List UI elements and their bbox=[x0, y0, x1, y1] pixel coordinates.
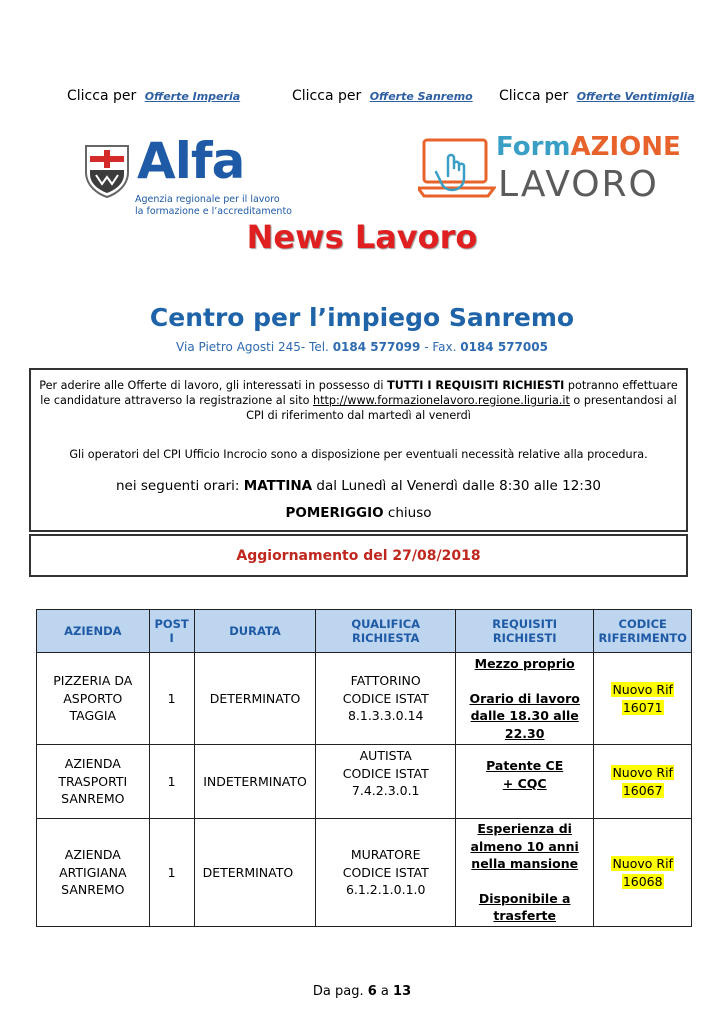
alfa-logo bbox=[82, 132, 292, 228]
requisito-line: Mezzo proprio bbox=[474, 656, 575, 671]
link-offerte-ventimiglia[interactable]: Offerte Ventimiglia bbox=[576, 90, 695, 103]
cell-qualifica bbox=[316, 653, 455, 745]
codice-number: 16068 bbox=[622, 873, 663, 889]
requisito-line: dalle 18.30 alle bbox=[470, 708, 579, 723]
cell-requisiti bbox=[455, 745, 593, 819]
cell-azienda bbox=[37, 745, 150, 819]
formazione-part1: Form bbox=[496, 132, 571, 162]
requisito-line: almeno 10 anni bbox=[470, 838, 579, 854]
link-group-imperia bbox=[67, 88, 240, 104]
cell-durata: DETERMINATO bbox=[194, 653, 316, 745]
alfa-subtitle bbox=[135, 194, 292, 218]
jobs-table bbox=[36, 609, 692, 927]
notice-box bbox=[29, 368, 688, 532]
notice-paragraph-2: Gli operatori del CPI Ufficio Incrocio sono a disposizione per eventuali necessità relative alla procedura. bbox=[69, 448, 648, 461]
fax-label: - Fax. bbox=[424, 340, 457, 354]
notice-paragraph-1 bbox=[35, 378, 682, 423]
phone-number: 0184 577099 bbox=[332, 340, 421, 354]
address-text: Via Pietro Agosti 245- Tel. bbox=[176, 340, 329, 354]
jobs-table-body bbox=[37, 653, 692, 927]
header-durata: DURATA bbox=[194, 610, 316, 653]
footer-sep: a bbox=[380, 984, 389, 999]
azienda-line: SANREMO bbox=[61, 882, 125, 898]
alfa-subtitle-line1: Agenzia regionale per il lavoro bbox=[135, 194, 280, 205]
cell-azienda bbox=[37, 653, 150, 745]
table-row bbox=[37, 653, 692, 745]
laptop-hand-icon bbox=[418, 136, 496, 202]
link-prefix: Clicca per bbox=[67, 88, 137, 104]
hours-morning-text: dal Lunedì al Venerdì dalle 8:30 alle 12:30 bbox=[316, 478, 602, 494]
lavoro-wordmark: LAVORO bbox=[498, 164, 659, 205]
qualifica-line: CODICE ISTAT bbox=[342, 765, 429, 781]
center-address bbox=[0, 340, 724, 354]
qualifica-line: AUTISTA bbox=[359, 748, 412, 763]
requisito-line: Orario di lavoro bbox=[469, 690, 580, 706]
requisito-line: Esperienza di bbox=[477, 821, 572, 837]
azienda-line: AZIENDA bbox=[64, 756, 121, 772]
header-posti bbox=[149, 610, 194, 653]
azienda-line: TRASPORTI bbox=[58, 773, 128, 789]
alfa-wordmark: Alfa bbox=[137, 132, 245, 190]
azienda-line: AZIENDA bbox=[64, 847, 121, 863]
codice-number: 16067 bbox=[622, 782, 663, 798]
qualifica-line: CODICE ISTAT bbox=[342, 864, 429, 880]
header-posti-line2: I bbox=[169, 631, 174, 645]
hours-morning-bold: MATTINA bbox=[243, 478, 313, 494]
header-posti-line1: POST bbox=[154, 617, 189, 631]
requisito-line: + CQC bbox=[502, 775, 547, 791]
qualifica-line: CODICE ISTAT bbox=[342, 690, 429, 706]
notice-requirements-bold: TUTTI I REQUISITI RICHIESTI bbox=[387, 379, 565, 392]
qualifica-line: FATTORINO bbox=[350, 673, 421, 689]
hours-prefix: nei seguenti orari: bbox=[115, 478, 240, 494]
formazione-part2: AZIONE bbox=[570, 132, 681, 162]
cell-requisiti bbox=[455, 819, 593, 927]
afternoon-bold: POMERIGGIO bbox=[285, 505, 384, 521]
notice-hours bbox=[35, 479, 682, 494]
formazione-lavoro-logo bbox=[418, 130, 681, 210]
link-prefix: Clicca per bbox=[499, 88, 569, 104]
cell-azienda bbox=[37, 819, 150, 927]
link-offerte-imperia[interactable]: Offerte Imperia bbox=[144, 90, 241, 103]
update-date: Aggiornamento del 27/08/2018 bbox=[29, 534, 688, 577]
formazione-wordmark bbox=[496, 132, 681, 162]
requisito-line: Disponibile a bbox=[478, 890, 571, 906]
cell-posti: 1 bbox=[149, 819, 194, 927]
news-title: News Lavoro bbox=[246, 218, 478, 256]
notice-text-c: o presentandosi al CPI di riferimento dal martedì al venerdì bbox=[246, 394, 677, 422]
footer-page: 6 bbox=[367, 984, 377, 999]
cell-qualifica bbox=[316, 819, 455, 927]
requisito-line: trasferte bbox=[493, 908, 556, 924]
cell-qualifica bbox=[316, 745, 455, 819]
cell-durata: DETERMINATO bbox=[194, 819, 316, 927]
link-offerte-sanremo[interactable]: Offerte Sanremo bbox=[369, 90, 473, 103]
requisito-line: nella mansione bbox=[471, 856, 579, 872]
cell-codice bbox=[594, 653, 692, 745]
cell-posti: 1 bbox=[149, 745, 194, 819]
link-group-sanremo bbox=[292, 88, 473, 104]
cell-codice bbox=[594, 745, 692, 819]
header-codice bbox=[594, 610, 692, 653]
codice-line: Nuovo Rif bbox=[612, 856, 673, 871]
cell-requisiti bbox=[455, 653, 593, 745]
codice-line: Nuovo Rif bbox=[612, 765, 673, 780]
header-codice-line2: RIFERIMENTO bbox=[598, 631, 687, 645]
afternoon-text: chiuso bbox=[387, 505, 432, 521]
notice-text-a: Per aderire alle Offerte di lavoro, gli interessati in possesso di bbox=[39, 379, 384, 392]
azienda-line: PIZZERIA DA bbox=[53, 673, 133, 689]
liguria-shield-icon bbox=[82, 142, 132, 198]
top-links bbox=[0, 88, 724, 108]
page-footer bbox=[0, 984, 724, 999]
qualifica-line: 7.4.2.3.0.1 bbox=[351, 783, 420, 798]
azienda-line: ARTIGIANA bbox=[59, 864, 127, 880]
header-requisiti: REQUISITI RICHIESTI bbox=[455, 610, 593, 653]
qualifica-line: 6.1.2.1.0.1.0 bbox=[345, 882, 426, 898]
table-row bbox=[37, 745, 692, 819]
header-qualifica: QUALIFICA RICHIESTA bbox=[316, 610, 455, 653]
cell-durata: INDETERMINATO bbox=[194, 745, 316, 819]
qualifica-line: MURATORE bbox=[350, 847, 421, 863]
table-header-row bbox=[37, 610, 692, 653]
link-group-ventimiglia bbox=[499, 88, 695, 104]
center-name: Centro per l’impiego Sanremo bbox=[149, 303, 575, 332]
footer-total: 13 bbox=[393, 984, 412, 999]
azienda-line: TAGGIA bbox=[69, 708, 117, 724]
requisito-line: Patente CE bbox=[486, 758, 564, 773]
header-codice-line1: CODICE bbox=[618, 617, 667, 631]
azienda-line: ASPORTO bbox=[63, 690, 123, 706]
requisito-line: 22.30 bbox=[504, 725, 545, 741]
footer-prefix: Da pag. bbox=[312, 984, 364, 999]
qualifica-line: 8.1.3.3.0.14 bbox=[347, 708, 424, 724]
codice-number: 16071 bbox=[622, 699, 663, 715]
codice-line: Nuovo Rif bbox=[612, 682, 673, 697]
formazione-lavoro-url[interactable]: http://www.formazionelavoro.regione.liguria.it bbox=[313, 394, 570, 407]
cell-codice bbox=[594, 819, 692, 927]
cell-posti: 1 bbox=[149, 653, 194, 745]
header-azienda: AZIENDA bbox=[37, 610, 150, 653]
table-row bbox=[37, 819, 692, 927]
notice-afternoon bbox=[35, 506, 682, 521]
alfa-subtitle-line2: la formazione e l’accreditamento bbox=[135, 206, 292, 217]
link-prefix: Clicca per bbox=[292, 88, 362, 104]
azienda-line: SANREMO bbox=[61, 791, 125, 807]
notice-text-b: potranno effettuare le candidature attraverso la registrazione al sito bbox=[40, 379, 678, 407]
fax-number: 0184 577005 bbox=[460, 340, 548, 354]
